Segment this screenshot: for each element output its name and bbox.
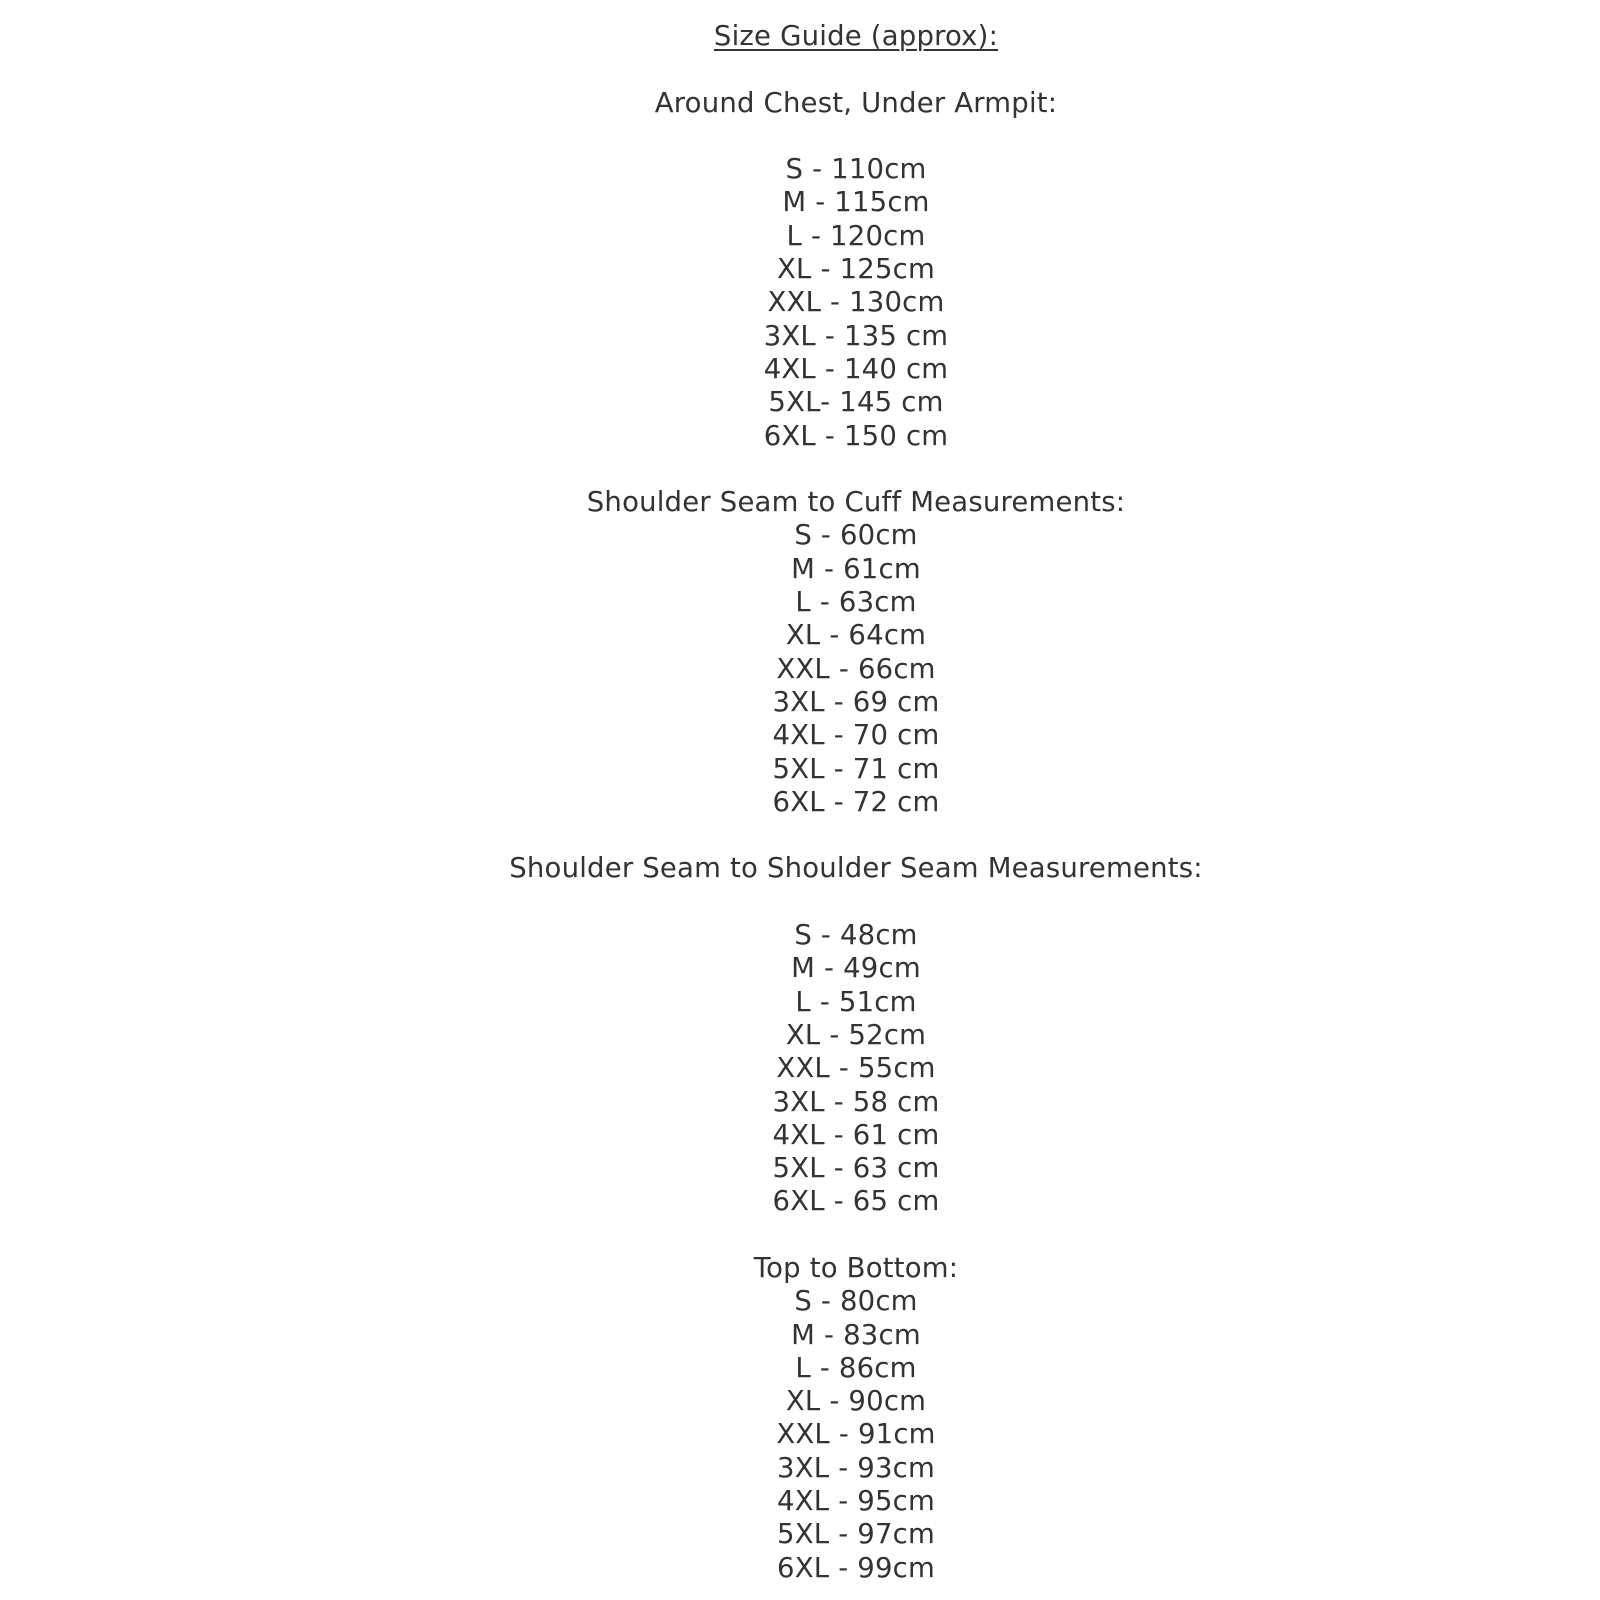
size-measurement-row: 5XL - 63 cm	[772, 1152, 940, 1185]
size-measurement-row: 3XL - 69 cm	[772, 685, 940, 718]
size-measurement-row: L - 86cm	[795, 1351, 917, 1384]
size-measurement-row: XXL - 130cm	[767, 286, 945, 319]
size-measurement-row: S - 80cm	[794, 1285, 918, 1318]
size-measurement-row: M - 83cm	[791, 1318, 921, 1351]
spacer-line	[112, 453, 1600, 486]
size-measurement-row: L - 120cm	[786, 219, 926, 252]
size-measurement-row: 3XL - 58 cm	[772, 1085, 940, 1118]
size-measurement-row: 5XL- 145 cm	[768, 386, 944, 419]
spacer-line	[112, 120, 1600, 153]
size-measurement-row: L - 51cm	[795, 985, 917, 1018]
size-guide-title: Size Guide (approx):	[713, 20, 999, 52]
spacer-line	[112, 886, 1600, 919]
size-measurement-row: S - 110cm	[785, 153, 927, 186]
size-measurement-row: XXL - 55cm	[776, 1052, 936, 1085]
size-measurement-row: S - 60cm	[794, 519, 918, 552]
size-measurement-row: 6XL - 72 cm	[772, 785, 940, 818]
size-measurement-row: M - 115cm	[782, 186, 930, 219]
size-guide-document	[112, 0, 1600, 1585]
size-measurement-row: M - 49cm	[791, 952, 921, 985]
size-measurement-row: 5XL - 71 cm	[772, 752, 940, 785]
size-measurement-row: 6XL - 99cm	[777, 1551, 935, 1584]
section-heading-cuff: Shoulder Seam to Cuff Measurements:	[586, 486, 1126, 519]
section-heading-chest: Around Chest, Under Armpit:	[654, 86, 1058, 119]
size-measurement-row: XL - 125cm	[777, 253, 935, 286]
size-measurement-row: 3XL - 93cm	[777, 1451, 935, 1484]
size-measurement-row: XXL - 91cm	[776, 1418, 936, 1451]
size-measurement-row: 5XL - 97cm	[777, 1518, 935, 1551]
size-measurement-row: XL - 90cm	[785, 1385, 927, 1418]
size-measurement-row: 4XL - 140 cm	[763, 352, 949, 385]
size-measurement-row: XXL - 66cm	[776, 652, 936, 685]
size-measurement-row: 6XL - 150 cm	[763, 419, 949, 452]
spacer-line	[112, 1219, 1600, 1252]
size-measurement-row: 3XL - 135 cm	[763, 319, 949, 352]
size-measurement-row: XL - 64cm	[785, 619, 927, 652]
size-measurement-row: 6XL - 65 cm	[772, 1185, 940, 1218]
size-measurement-row: 4XL - 70 cm	[772, 719, 940, 752]
spacer-line	[112, 53, 1600, 86]
section-heading-shoulder: Shoulder Seam to Shoulder Seam Measurements:	[509, 852, 1203, 885]
size-measurement-row: 4XL - 61 cm	[772, 1118, 940, 1151]
size-measurement-row: M - 61cm	[791, 552, 921, 585]
section-heading-length: Top to Bottom:	[753, 1251, 959, 1284]
size-measurement-row: S - 48cm	[794, 919, 918, 952]
size-measurement-row: L - 63cm	[795, 586, 917, 619]
size-measurement-row: 4XL - 95cm	[777, 1485, 935, 1518]
size-measurement-row: XL - 52cm	[785, 1018, 927, 1051]
spacer-line	[112, 819, 1600, 852]
